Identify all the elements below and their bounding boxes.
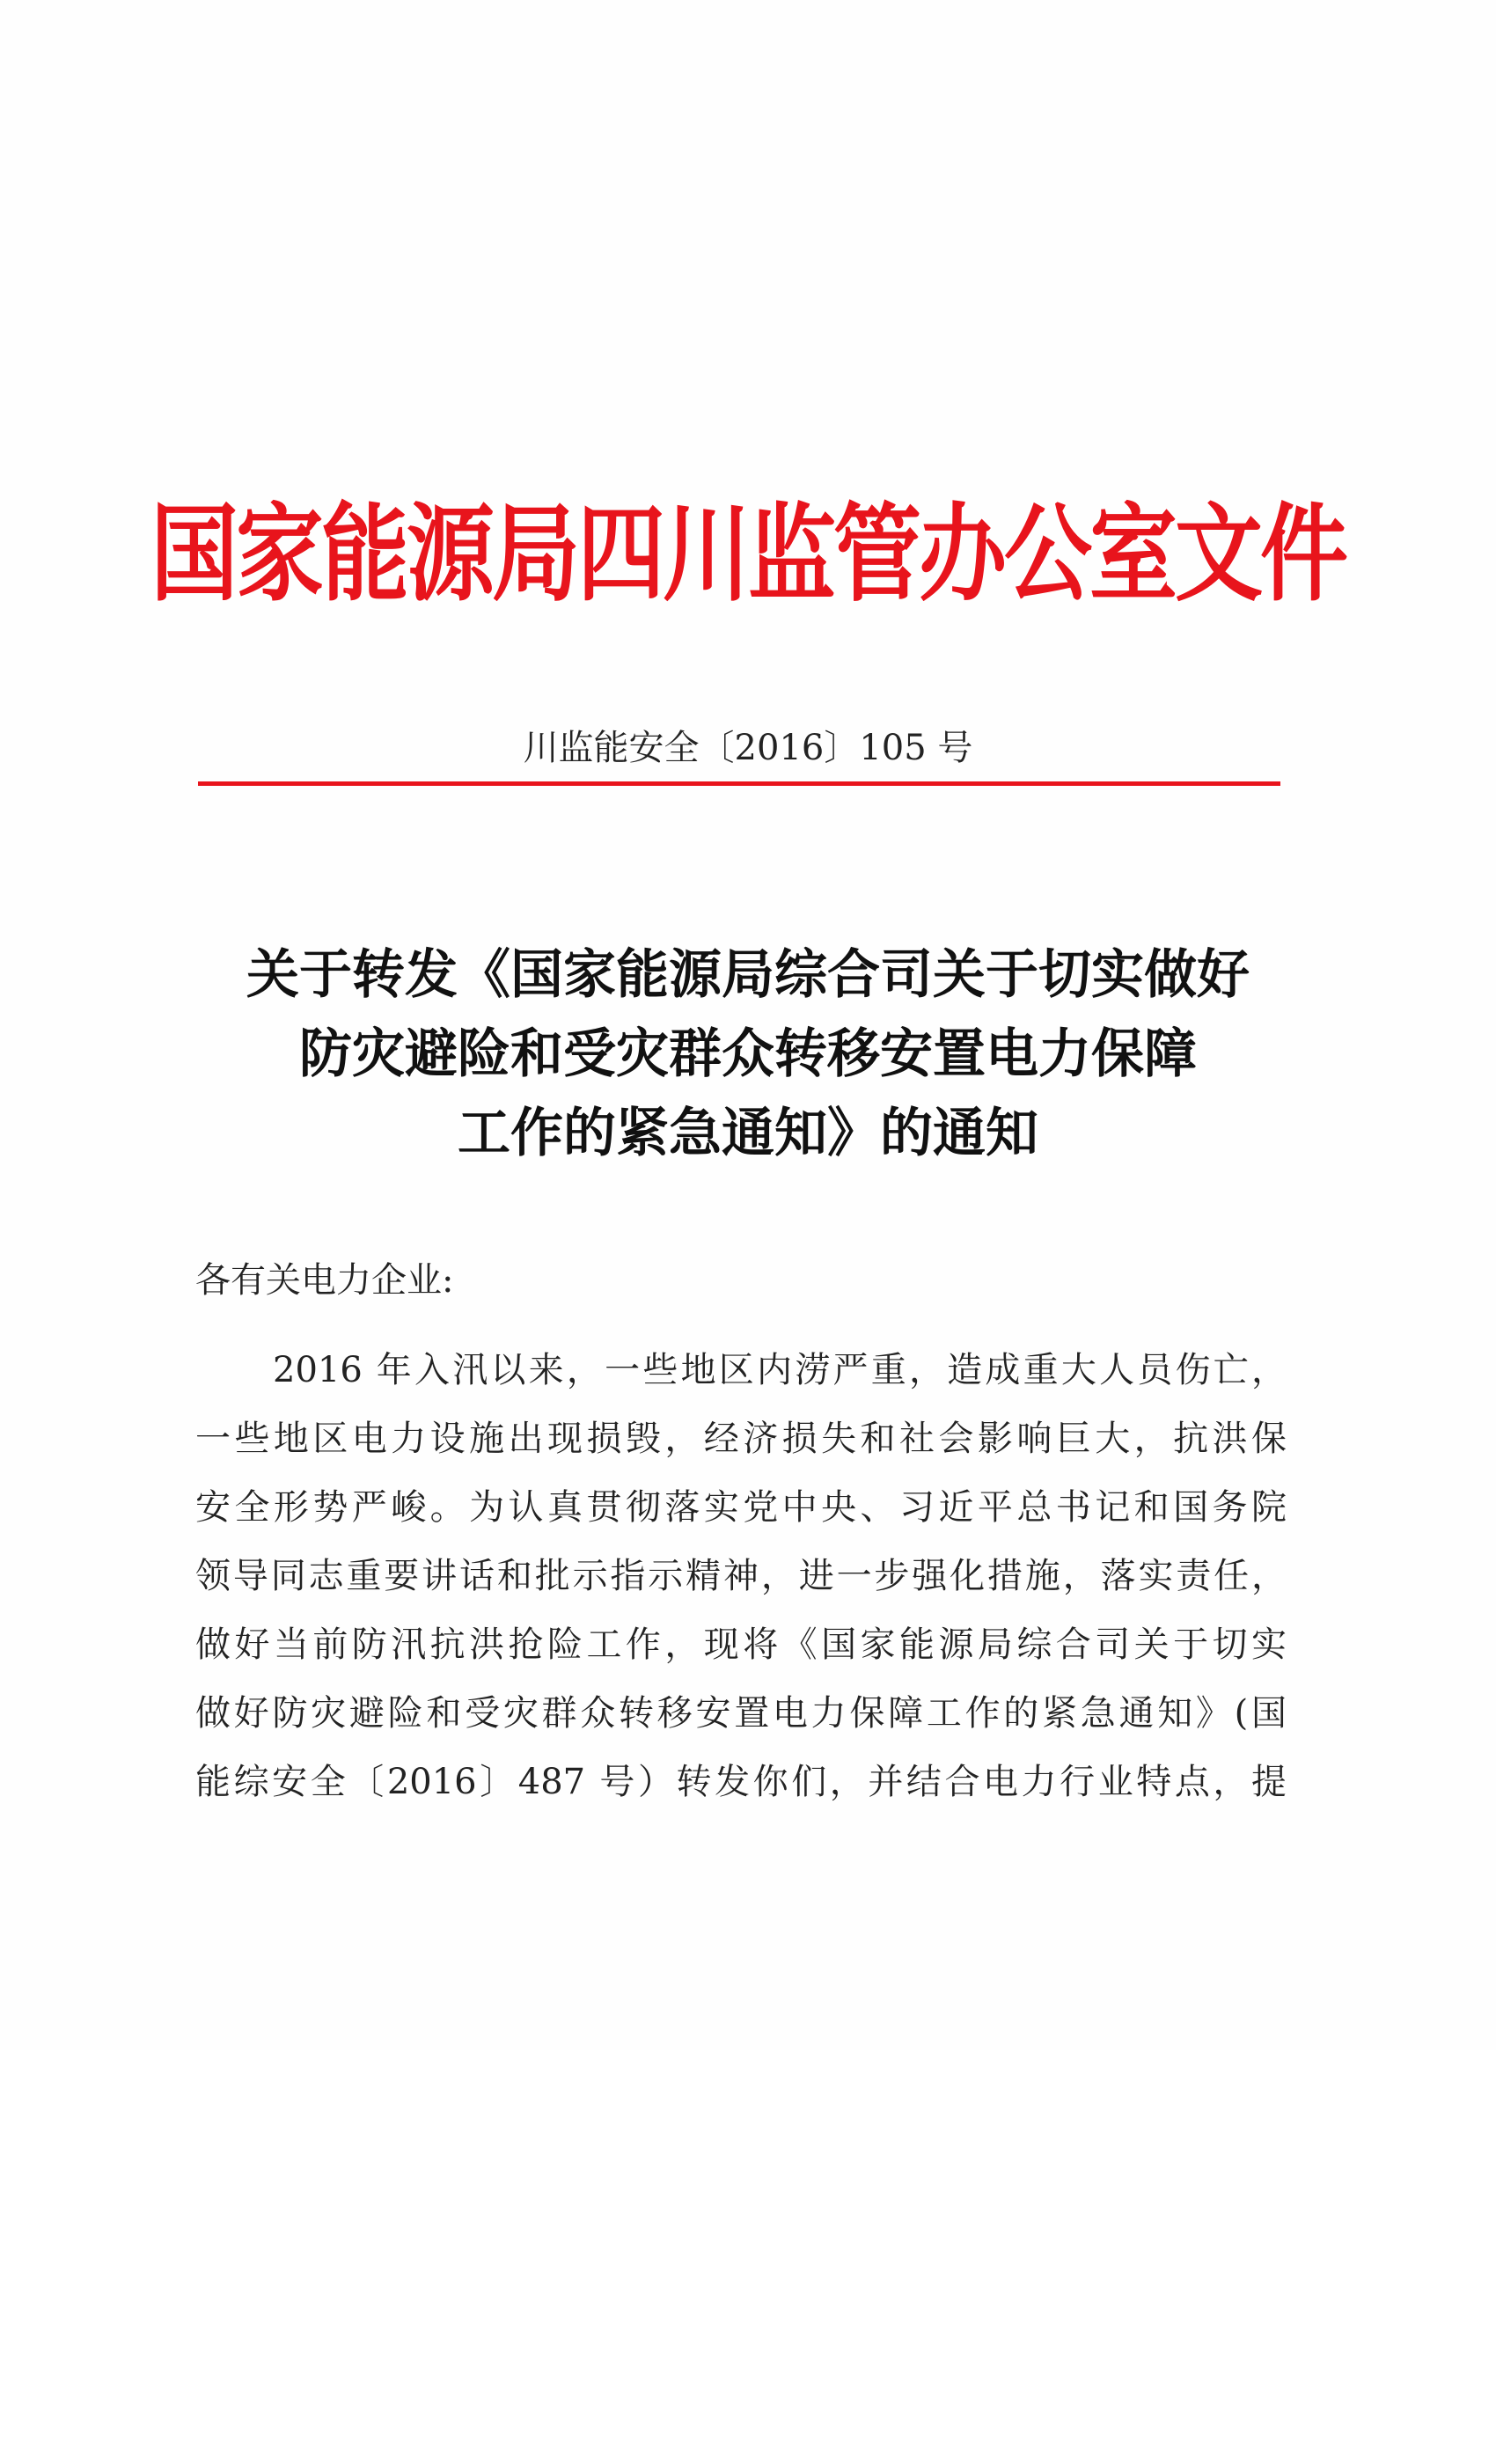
body-line: 做好当前防汛抗洪抢险工作，现将《国家能源局综合司关于切实	[195, 1624, 1287, 1665]
title-line: 防灾避险和受灾群众转移安置电力保障	[299, 1023, 1197, 1085]
body-paragraph	[195, 1336, 1287, 1816]
body-line: 能综安全〔2016〕487 号）转发你们，并结合电力行业特点，提	[195, 1762, 1287, 1802]
document-number: 川监能安全〔2016〕105 号	[523, 728, 973, 768]
title-line: 关于转发《国家能源局综合司关于切实做好	[246, 944, 1250, 1006]
title-line: 工作的紧急通知》的通知	[458, 1103, 1038, 1164]
body-line: 2016 年入汛以来，一些地区内涝严重，造成重大人员伤亡，	[273, 1350, 1287, 1390]
body-line: 领导同志重要讲话和批示指示精神，进一步强化措施，落实责任，	[195, 1556, 1287, 1596]
header-divider-line	[198, 781, 1280, 786]
body-line: 安全形势严峻。为认真贯彻落实党中央、习近平总书记和国务院	[195, 1487, 1287, 1528]
issuer-header: 国家能源局四川监管办公室文件	[150, 492, 1346, 616]
salutation: 各有关电力企业:	[195, 1260, 454, 1301]
document-title	[0, 935, 1496, 1173]
body-line: 做好防灾避险和受灾群众转移安置电力保障工作的紧急通知》(国	[195, 1693, 1287, 1734]
body-line: 一些地区电力设施出现损毁，经济损失和社会影响巨大，抗洪保	[195, 1419, 1287, 1459]
